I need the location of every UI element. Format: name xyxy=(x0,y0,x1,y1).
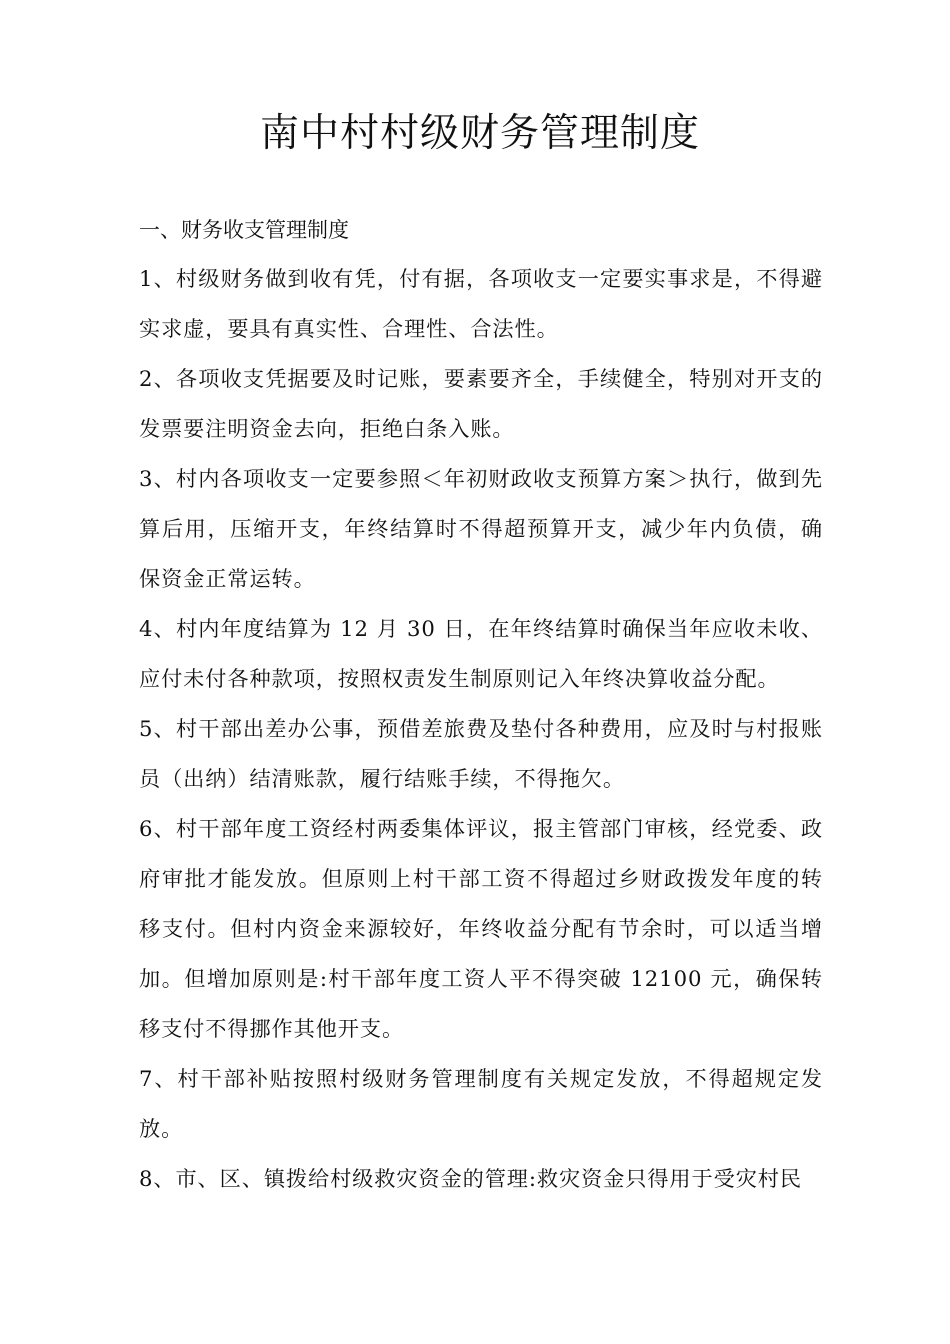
paragraph-5: 5、村干部出差办公事，预借差旅费及垫付各种费用，应及时与村报账员（出纳）结清账款，履行结账手续，不得拖欠。 xyxy=(139,716,823,791)
paragraph-6: 6、村干部年度工资经村两委集体评议，报主管部门审核，经党委、政府审批才能发放。但原则上村干部工资不得超过乡财政拨发年度的转移支付。但村内资金来源较好，年终收益分配有节余时，可以适当增加。但增加原则是:村干部年度工资人平不得突破 12100 元，确保转移支付不得挪作其他开支。 xyxy=(139,816,823,1041)
document-title: 南中村村级财务管理制度 xyxy=(259,111,700,156)
paragraph-list xyxy=(139,254,823,1204)
paragraph-2: 2、各项收支凭据要及时记账，要素要齐全，手续健全，特别对开支的发票要注明资金去向，拒绝白条入账。 xyxy=(139,366,823,441)
paragraph-8: 8、市、区、镇拨给村级救灾资金的管理:救灾资金只得用于受灾村民 xyxy=(139,1166,802,1191)
section-heading: 一、财务收支管理制度 xyxy=(139,218,349,242)
paragraph-7: 7、村干部补贴按照村级财务管理制度有关规定发放，不得超规定发放。 xyxy=(139,1066,823,1141)
paragraph-1: 1、村级财务做到收有凭，付有据，各项收支一定要实事求是，不得避实求虚，要具有真实性、合理性、合法性。 xyxy=(139,266,823,341)
paragraph-3: 3、村内各项收支一定要参照＜年初财政收支预算方案＞执行，做到先算后用，压缩开支，年终结算时不得超预算开支，减少年内负债，确保资金正常运转。 xyxy=(139,466,823,591)
paragraph-4: 4、村内年度结算为 12 月 30 日，在年终结算时确保当年应收未收、应付未付各种款项，按照权责发生制原则记入年终决算收益分配。 xyxy=(139,616,823,691)
